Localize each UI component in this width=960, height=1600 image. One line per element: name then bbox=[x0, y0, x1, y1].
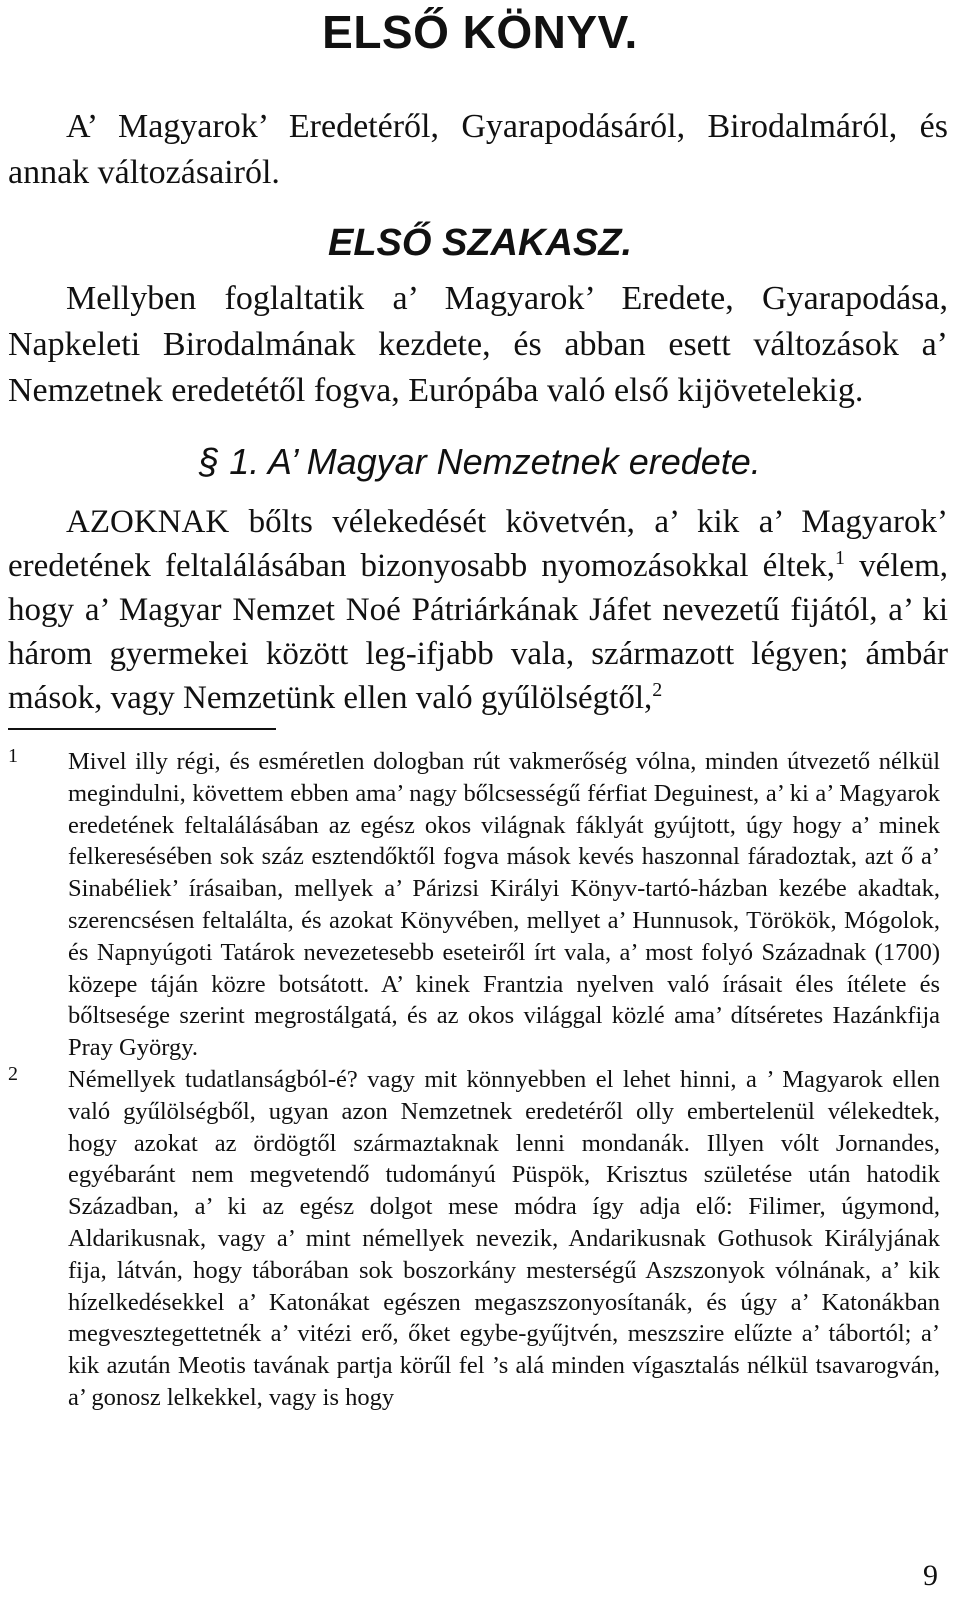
footnote-text: Némellyek tudatlanságból-é? vagy mit könnyebben el lehet hinni, a ’ Magyarok ellen való gyűlölségből, ugyan azon Nemzetnek eredetéről olly embertelenül vélekedtek, hogy azokat az ördögtől származtaknak lenni mondanák. Illyen vólt Jornandes, egyébaránt nem megvetendő tudományú Püspök, Krisztus születése után hatodik Században, a’ ki az egész dolgot mese módra így adja elő: Filimer, úgymond, Aldarikusnak, vagy a’ mint némellyek nevezik, Andarikusnak Gothusok Királyjának fija, látván, hogy táborában sok boszorkány mesterségű Aszszonyok vólnának, a’ kik hízelkedésekkel a’ Katonákat egészen megaszszonyosítanák, és úgy a’ Katonákban megvesztegettetnék a’ vitézi erő, őket egybe-gyűjtvén, meszszire elűzte a’ tábortól; a’ kik azután Meotis tavának partja körűl fel ’s alá minden vígasztalás nélkül tsavarogván, a’ gonosz lelkekkel, vagy is hogy bbox=[68, 1065, 940, 1411]
footnote-divider bbox=[8, 728, 276, 730]
section-title: ELSŐ SZAKASZ. bbox=[327, 222, 633, 264]
body-paragraph bbox=[8, 500, 948, 720]
book-subtitle: A’ Magyarok’ Eredetéről, Gyarapodásáról, Birodalmáról, és annak változásairól. bbox=[8, 108, 948, 191]
page-number: 9 bbox=[923, 1559, 938, 1592]
footnote-ref-1: 1 bbox=[835, 547, 845, 569]
section-description: Mellyben foglaltatik a’ Magyarok’ Eredete, Gyarapodása, Napkeleti Birodalmának kezdete, és abban esett változások a’ Nemzetnek eredetétől fogva, Európába való első kijövetelekig. bbox=[8, 280, 948, 409]
book-title: ELSŐ KÖNYV. bbox=[322, 6, 638, 58]
body-text-part1: AZOKNAK bőlts vélekedését követvén, a’ kik a’ Magyarok’ eredetének feltalálásában bizonyosabb nyomozásokkal éltek, bbox=[8, 504, 948, 584]
paragraph-heading bbox=[0, 438, 960, 486]
footnote-ref-2: 2 bbox=[652, 679, 663, 701]
footnote-number: 2 bbox=[8, 1062, 18, 1085]
footnotes bbox=[8, 746, 940, 1414]
footnote-text: Mivel illy régi, és esméretlen dologban rút vakmerőség vólna, minden útvezető nélkül megindulni, követtem ebben ama’ nagy bőlcsességű férfiat Deguinest, a’ ki a’ Magyarok eredetének feltalálásában az egész okos világnak fáklyát gyújtott, úgy hogy a’ minek felkeresésében sok száz esztendőktől fogva mások kevés haszonnal fáradoztak, azt ő a’ Sinabéliek’ írásaiban, mellyek a’ Párizsi Királyi Könyv-tartó-házban kezébe akadtak, szerencsésen feltalálta, és azokat Könyvében, mellyet a’ Hunnusok, Törökök, Mógolok, és Napnyúgoti Tatárok nevezetesebb eseteiről írt vala, a’ most folyó Századnak (1700) közepe táján közre botsátott. A’ kinek Frantzia nyelven való írásait éles ítélete és bőltsesége szerint megrostálgatá, és az okos világgal közlé ama’ dítséretes Hazánkfija Pray György. bbox=[68, 748, 940, 1062]
footnote-1 bbox=[8, 746, 940, 1064]
footnote-number: 1 bbox=[8, 745, 18, 767]
section-sign: § bbox=[199, 441, 220, 482]
body-text-part2: vélem, hogy a’ Magyar Nemzet Noé Pátriárkának Jáfet nevezetű fijától, a’ ki három gyermekei között leg-ifjabb vala, származott légyen; ámbár mások, vagy Nemzetünk ellen való gyűlölségtől, bbox=[8, 548, 948, 716]
paragraph-heading-text: 1. A’ Magyar Nemzetnek eredete. bbox=[219, 441, 761, 482]
footnote-2 bbox=[8, 1064, 940, 1414]
